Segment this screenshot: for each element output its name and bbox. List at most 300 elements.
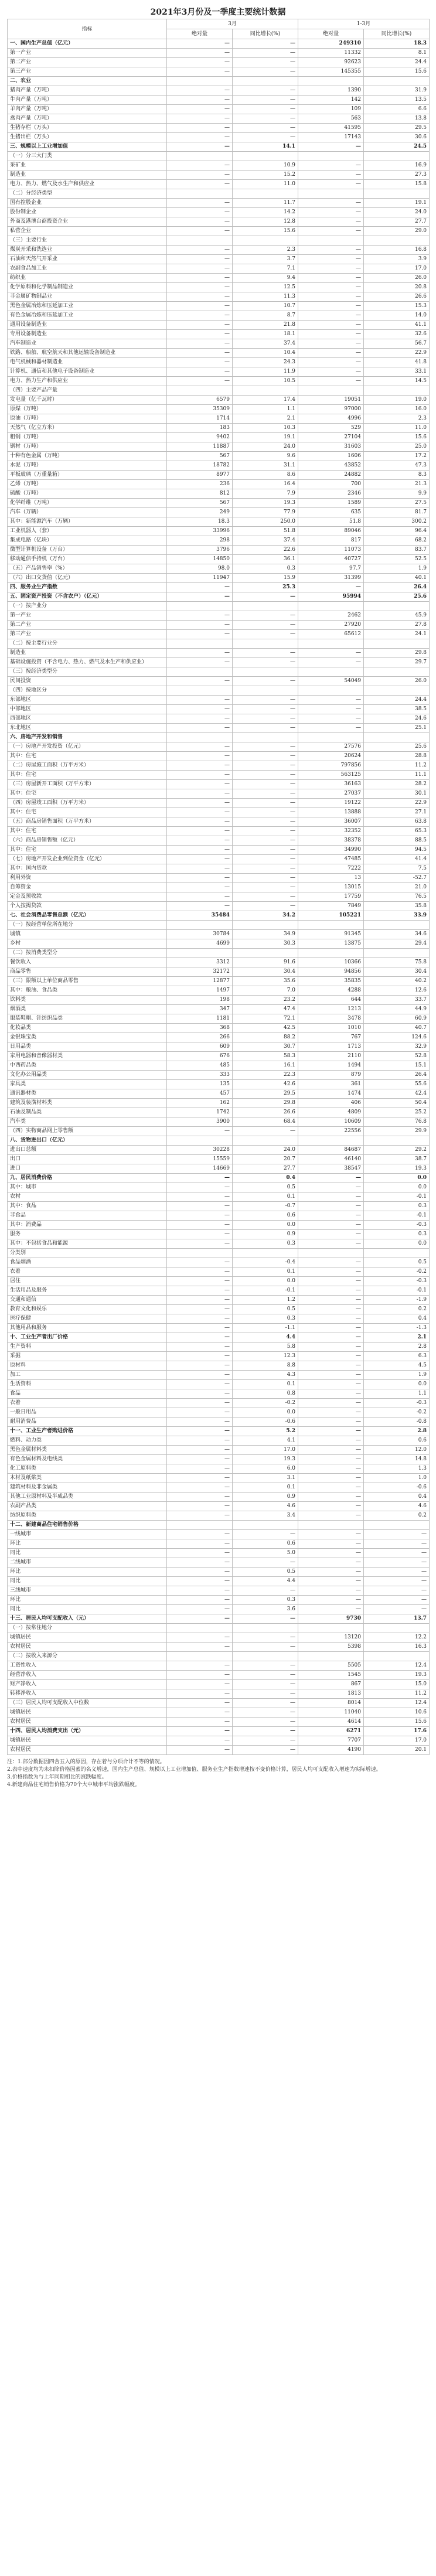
cell-month-growth: 24.0	[233, 442, 298, 452]
table-row	[8, 1624, 430, 1633]
cell-q1-growth	[364, 1624, 430, 1633]
cell-q1-abs: 4288	[298, 986, 364, 996]
cell-month-abs: 1714	[167, 414, 233, 424]
table-row	[8, 442, 430, 452]
row-label: 定金及预收款	[8, 892, 167, 902]
table-row	[8, 471, 430, 480]
cell-q1-abs: —	[298, 208, 364, 217]
table-row	[8, 883, 430, 892]
table-row	[8, 742, 430, 752]
row-label: 八、货物进出口（亿元）	[8, 1136, 167, 1146]
cell-month-growth: —	[233, 1530, 298, 1539]
table-row	[8, 152, 430, 161]
row-label: 加工	[8, 1371, 167, 1380]
cell-q1-growth: 41.4	[364, 855, 430, 864]
row-label: 非食品	[8, 1211, 167, 1221]
cell-month-growth	[233, 1249, 298, 1258]
cell-month-growth: —	[233, 58, 298, 67]
table-row	[8, 1483, 430, 1493]
footnote: 3.价格指数为与上年同期相比的涨跌幅度。	[7, 1774, 107, 1780]
cell-month-growth	[233, 1652, 298, 1661]
cell-month-growth: —	[233, 1718, 298, 1727]
table-row	[8, 1117, 430, 1127]
row-label: 硫酸（万吨）	[8, 489, 167, 499]
cell-q1-abs: —	[298, 1342, 364, 1352]
row-label: （七）房地产开发企业到位资金（亿元）	[8, 855, 167, 864]
cell-month-abs: —	[167, 292, 233, 302]
row-label: 衣着	[8, 1399, 167, 1408]
cell-month-growth: —	[233, 630, 298, 639]
row-label: 城镇居民	[8, 1708, 167, 1718]
cell-q1-growth: 40.7	[364, 1024, 430, 1033]
table-row	[8, 621, 430, 630]
cell-month-abs: —	[167, 255, 233, 264]
cell-q1-abs: —	[298, 1605, 364, 1614]
table-row	[8, 817, 430, 827]
cell-month-growth: 4.6	[233, 1502, 298, 1511]
row-label: 通讯器材类	[8, 1089, 167, 1099]
row-label: （四）主要产品产量	[8, 386, 167, 396]
cell-q1-abs: —	[298, 1286, 364, 1296]
table-row	[8, 1108, 430, 1117]
cell-month-growth: 18.1	[233, 330, 298, 339]
table-row	[8, 592, 430, 602]
table-row	[8, 180, 430, 189]
table-row	[8, 1127, 430, 1136]
cell-month-growth: 7.9	[233, 489, 298, 499]
row-label: 六、房地产开发和销售	[8, 733, 167, 742]
cell-month-abs: —	[167, 836, 233, 846]
row-label: 制造业	[8, 649, 167, 658]
row-label: 十种有色金属（万吨）	[8, 452, 167, 461]
cell-month-abs: —	[167, 789, 233, 799]
cell-q1-growth: 75.8	[364, 958, 430, 967]
cell-q1-abs: —	[298, 264, 364, 274]
cell-q1-abs: 51.8	[298, 517, 364, 527]
cell-q1-abs: —	[298, 1427, 364, 1436]
cell-q1-abs: 94856	[298, 967, 364, 977]
row-label: 采掘	[8, 1352, 167, 1361]
table-row	[8, 1521, 430, 1530]
cell-month-growth: —	[233, 874, 298, 883]
row-label: 建筑及装潢材料类	[8, 1099, 167, 1108]
cell-q1-abs: 20624	[298, 752, 364, 761]
row-label: 黑色金属材料类	[8, 1446, 167, 1455]
table-row	[8, 1202, 430, 1211]
cell-q1-abs: —	[298, 1436, 364, 1446]
cell-month-growth: 24.0	[233, 1146, 298, 1155]
table-row	[8, 77, 430, 86]
cell-q1-growth: 0.4	[364, 1314, 430, 1324]
table-row	[8, 827, 430, 836]
row-label: 电气机械和器材制造业	[8, 358, 167, 367]
cell-q1-abs: 46140	[298, 1155, 364, 1164]
cell-month-growth: 9.6	[233, 452, 298, 461]
table-row	[8, 302, 430, 311]
cell-q1-abs: —	[298, 349, 364, 358]
row-label: 汽车类	[8, 1117, 167, 1127]
header-month-growth: 同比增长(%)	[233, 29, 298, 39]
cell-q1-abs: 40727	[298, 555, 364, 564]
cell-q1-growth	[364, 602, 430, 611]
row-label: （六）商品房销售额（亿元）	[8, 836, 167, 846]
cell-month-growth: —	[233, 1586, 298, 1596]
cell-q1-growth: 27.1	[364, 808, 430, 817]
cell-q1-growth: 0.0	[364, 1380, 430, 1389]
table-row	[8, 321, 430, 330]
cell-month-abs: —	[167, 1314, 233, 1324]
cell-q1-abs: 11073	[298, 546, 364, 555]
cell-q1-abs: 3478	[298, 1014, 364, 1024]
cell-q1-growth: 33.9	[364, 911, 430, 921]
table-row	[8, 1718, 430, 1727]
table-row	[8, 1399, 430, 1408]
cell-q1-abs	[298, 152, 364, 161]
cell-q1-growth: 26.4	[364, 1071, 430, 1080]
cell-q1-growth	[364, 949, 430, 958]
row-label: 农村	[8, 1192, 167, 1202]
cell-month-growth: —	[233, 1727, 298, 1736]
row-label: （三）房屋新开工面积（万平方米）	[8, 780, 167, 789]
cell-month-growth: 0.0	[233, 1277, 298, 1286]
cell-month-growth: —	[233, 846, 298, 855]
cell-q1-growth: 40.2	[364, 977, 430, 986]
cell-q1-growth: —	[364, 1577, 430, 1586]
cell-month-growth	[233, 152, 298, 161]
cell-q1-abs: —	[298, 1202, 364, 1211]
cell-month-abs: 368	[167, 1024, 233, 1033]
table-row	[8, 555, 430, 564]
cell-month-growth: 47.4	[233, 1005, 298, 1014]
cell-q1-abs: 700	[298, 480, 364, 489]
table-row	[8, 1324, 430, 1333]
header-q1-growth: 同比增长(%)	[364, 29, 430, 39]
cell-month-abs: —	[167, 1671, 233, 1680]
table-row	[8, 967, 430, 977]
cell-q1-growth: 19.0	[364, 396, 430, 405]
cell-month-growth: —	[233, 96, 298, 105]
cell-month-growth: 2.3	[233, 246, 298, 255]
row-label: 第二产业	[8, 58, 167, 67]
cell-q1-abs: 7849	[298, 902, 364, 911]
cell-month-abs: —	[167, 227, 233, 236]
cell-q1-abs: 34990	[298, 846, 364, 855]
row-label: 城镇居民	[8, 1736, 167, 1746]
cell-month-growth: -0.1	[233, 1286, 298, 1296]
row-label: 生猪出栏（万头）	[8, 133, 167, 142]
cell-q1-growth: 16.0	[364, 405, 430, 414]
cell-q1-growth: 19.3	[364, 1671, 430, 1680]
cell-month-abs: —	[167, 1699, 233, 1708]
cell-month-abs: —	[167, 1586, 233, 1596]
cell-month-growth: —	[233, 49, 298, 58]
cell-month-growth: —	[233, 742, 298, 752]
cell-month-growth: —	[233, 1661, 298, 1671]
cell-month-growth: 5.8	[233, 1342, 298, 1352]
row-label: （一）房地产开发投资（亿元）	[8, 742, 167, 752]
cell-month-abs: 30784	[167, 930, 233, 939]
cell-q1-abs: —	[298, 339, 364, 349]
cell-month-growth: 0.6	[233, 1539, 298, 1549]
cell-month-growth: —	[233, 799, 298, 808]
cell-month-abs: —	[167, 1614, 233, 1624]
cell-month-growth: 11.9	[233, 367, 298, 377]
cell-q1-growth: -0.2	[364, 1267, 430, 1277]
row-label: 移动通信手持机（万台）	[8, 555, 167, 564]
cell-q1-growth: 0.0	[364, 1183, 430, 1192]
cell-month-abs: 198	[167, 996, 233, 1005]
cell-q1-growth: 14.8	[364, 1455, 430, 1464]
cell-month-growth: 3.1	[233, 1474, 298, 1483]
table-row	[8, 199, 430, 208]
cell-q1-growth: —	[364, 1586, 430, 1596]
cell-month-growth: —	[233, 892, 298, 902]
table-row	[8, 1352, 430, 1361]
cell-q1-abs: —	[298, 311, 364, 321]
cell-month-abs: —	[167, 846, 233, 855]
footnote: 4.新建商品住宅销售价格为70个大中城市平均涨跌幅度。	[7, 1782, 141, 1788]
cell-q1-abs: —	[298, 1502, 364, 1511]
table-row	[8, 958, 430, 967]
cell-month-abs: 4699	[167, 939, 233, 949]
row-label: 十三、居民人均可支配收入（元）	[8, 1614, 167, 1624]
table-row	[8, 1539, 430, 1549]
cell-q1-abs: —	[298, 1239, 364, 1249]
row-label: （二）房屋施工面积（万平方米）	[8, 761, 167, 771]
row-label: 微型计算机设备（万台）	[8, 546, 167, 555]
table-row	[8, 874, 430, 883]
cell-q1-growth: 44.9	[364, 1005, 430, 1014]
row-label: 农村居民	[8, 1718, 167, 1727]
row-label: 环比	[8, 1539, 167, 1549]
table-row	[8, 142, 430, 152]
cell-month-abs: —	[167, 58, 233, 67]
cell-q1-abs: 89046	[298, 527, 364, 536]
cell-q1-abs: 11332	[298, 49, 364, 58]
table-row	[8, 133, 430, 142]
cell-month-growth: 12.8	[233, 217, 298, 227]
cell-month-abs	[167, 602, 233, 611]
cell-month-growth: —	[233, 780, 298, 789]
table-row	[8, 246, 430, 255]
table-row	[8, 658, 430, 667]
table-row	[8, 311, 430, 321]
cell-q1-abs: —	[298, 1361, 364, 1371]
cell-month-growth: 27.7	[233, 1164, 298, 1174]
cell-q1-growth: 15.3	[364, 302, 430, 311]
cell-month-growth: —	[233, 761, 298, 771]
table-row	[8, 339, 430, 349]
cell-q1-growth: -1.9	[364, 1296, 430, 1305]
cell-q1-abs: 22556	[298, 1127, 364, 1136]
cell-month-abs: —	[167, 311, 233, 321]
cell-q1-abs: 97.7	[298, 564, 364, 574]
table-row	[8, 227, 430, 236]
cell-q1-growth: 29.9	[364, 1127, 430, 1136]
cell-q1-abs: —	[298, 199, 364, 208]
cell-month-growth	[233, 1136, 298, 1146]
cell-q1-growth: —	[364, 1530, 430, 1539]
table-row	[8, 255, 430, 264]
cell-month-abs: —	[167, 902, 233, 911]
table-row	[8, 1286, 430, 1296]
cell-q1-abs: —	[298, 1192, 364, 1202]
cell-month-growth: 0.5	[233, 1568, 298, 1577]
cell-q1-growth: 1.3	[364, 1464, 430, 1474]
cell-q1-abs: —	[298, 227, 364, 236]
row-label: 东部地区	[8, 696, 167, 705]
row-label: 第二产业	[8, 621, 167, 630]
cell-q1-abs: 2346	[298, 489, 364, 499]
cell-month-abs: —	[167, 1408, 233, 1418]
cell-month-growth: 77.9	[233, 508, 298, 517]
cell-month-abs: 1497	[167, 986, 233, 996]
cell-month-growth: 15.6	[233, 227, 298, 236]
cell-q1-growth: 12.4	[364, 1699, 430, 1708]
table-row	[8, 1361, 430, 1371]
cell-q1-growth: 15.1	[364, 1061, 430, 1071]
row-label: 家用电器和音像器材类	[8, 1052, 167, 1061]
cell-q1-abs: 2462	[298, 611, 364, 621]
cell-q1-growth: 1.1	[364, 1389, 430, 1399]
table-row	[8, 696, 430, 705]
cell-month-abs: 298	[167, 536, 233, 546]
cell-month-growth: —	[233, 67, 298, 77]
cell-q1-growth: -1.3	[364, 1324, 430, 1333]
table-row	[8, 864, 430, 874]
cell-month-growth: 0.3	[233, 1596, 298, 1605]
cell-q1-abs: —	[298, 1511, 364, 1521]
cell-month-abs: 18.3	[167, 517, 233, 527]
cell-month-growth: 14.2	[233, 208, 298, 217]
cell-q1-growth: 11.1	[364, 771, 430, 780]
row-label: 食品烟酒	[8, 1258, 167, 1267]
cell-month-abs: 14850	[167, 555, 233, 564]
row-label: 乙烯（万吨）	[8, 480, 167, 489]
cell-month-abs: —	[167, 96, 233, 105]
cell-month-growth: 15.2	[233, 171, 298, 180]
cell-q1-abs: 7222	[298, 864, 364, 874]
stats-table	[7, 19, 430, 1755]
cell-month-abs: —	[167, 1183, 233, 1192]
cell-month-abs: 567	[167, 499, 233, 508]
table-row	[8, 49, 430, 58]
table-row	[8, 264, 430, 274]
cell-q1-growth: 24.0	[364, 208, 430, 217]
table-row	[8, 911, 430, 921]
cell-q1-abs	[298, 1249, 364, 1258]
cell-month-abs: —	[167, 302, 233, 311]
cell-q1-growth: 24.1	[364, 630, 430, 639]
cell-q1-growth: -0.1	[364, 1211, 430, 1221]
table-row	[8, 452, 430, 461]
table-row	[8, 1183, 430, 1192]
table-row	[8, 489, 430, 499]
cell-month-growth: 17.0	[233, 1446, 298, 1455]
row-label: （一）分三大门类	[8, 152, 167, 161]
table-row	[8, 1061, 430, 1071]
cell-q1-growth: 7.5	[364, 864, 430, 874]
cell-month-growth: —	[233, 649, 298, 658]
cell-q1-growth: -52.7	[364, 874, 430, 883]
table-row	[8, 96, 430, 105]
cell-month-abs: —	[167, 1446, 233, 1455]
row-label: 其中：粮油、食品类	[8, 986, 167, 996]
cell-month-growth: 0.6	[233, 1211, 298, 1221]
row-label: 农村居民	[8, 1746, 167, 1755]
cell-month-growth: 19.3	[233, 499, 298, 508]
row-label: 四、服务业生产指数	[8, 583, 167, 592]
row-label: 九、居民消费价格	[8, 1174, 167, 1183]
cell-q1-growth: 8.3	[364, 471, 430, 480]
cell-month-abs: —	[167, 1549, 233, 1558]
cell-month-growth: —	[233, 39, 298, 49]
cell-month-growth: —	[233, 714, 298, 724]
cell-q1-abs: —	[298, 367, 364, 377]
table-row	[8, 1493, 430, 1502]
cell-month-growth	[233, 236, 298, 246]
cell-q1-abs: —	[298, 583, 364, 592]
cell-q1-growth: 19.1	[364, 199, 430, 208]
cell-q1-abs: 1213	[298, 1005, 364, 1014]
row-label: 食品	[8, 1389, 167, 1399]
cell-q1-growth: 26.4	[364, 583, 430, 592]
table-row	[8, 161, 430, 171]
cell-q1-growth: 21.3	[364, 480, 430, 489]
cell-q1-abs: —	[298, 1389, 364, 1399]
cell-month-abs: —	[167, 1727, 233, 1736]
cell-month-abs: —	[167, 274, 233, 283]
cell-month-growth: 25.3	[233, 583, 298, 592]
cell-q1-growth: 52.8	[364, 1052, 430, 1061]
row-label: 黑色金属冶炼和压延加工业	[8, 302, 167, 311]
table-row	[8, 424, 430, 433]
row-label: 烟酒类	[8, 1005, 167, 1014]
cell-month-abs: —	[167, 1399, 233, 1408]
row-label: 化妆品类	[8, 1024, 167, 1033]
table-row	[8, 1042, 430, 1052]
row-label: 城镇	[8, 930, 167, 939]
row-label: 电力、热力生产和供应业	[8, 377, 167, 386]
row-label: （三）居民人均可支配收入中位数	[8, 1699, 167, 1708]
cell-q1-abs: 2110	[298, 1052, 364, 1061]
row-label: （二）分经济类型	[8, 189, 167, 199]
cell-month-abs: —	[167, 133, 233, 142]
row-label: 交通和通信	[8, 1296, 167, 1305]
cell-q1-growth: 29.0	[364, 227, 430, 236]
cell-q1-abs	[298, 386, 364, 396]
cell-month-abs: —	[167, 217, 233, 227]
cell-q1-growth: —	[364, 1568, 430, 1577]
table-row	[8, 349, 430, 358]
cell-q1-growth: 2.1	[364, 1333, 430, 1342]
cell-q1-growth: -0.2	[364, 1408, 430, 1418]
table-row	[8, 1014, 430, 1024]
table-body	[8, 39, 430, 1755]
cell-month-growth: —	[233, 789, 298, 799]
cell-month-growth: 5.2	[233, 1427, 298, 1436]
cell-month-growth: —	[233, 114, 298, 124]
table-row	[8, 480, 430, 489]
cell-q1-abs: 4190	[298, 1746, 364, 1755]
cell-q1-growth: -0.8	[364, 1418, 430, 1427]
cell-month-growth: 15.9	[233, 574, 298, 583]
row-label: 同比	[8, 1577, 167, 1586]
cell-q1-abs	[298, 733, 364, 742]
cell-month-abs: 1181	[167, 1014, 233, 1024]
cell-month-abs: —	[167, 1305, 233, 1314]
cell-month-abs: 135	[167, 1080, 233, 1089]
